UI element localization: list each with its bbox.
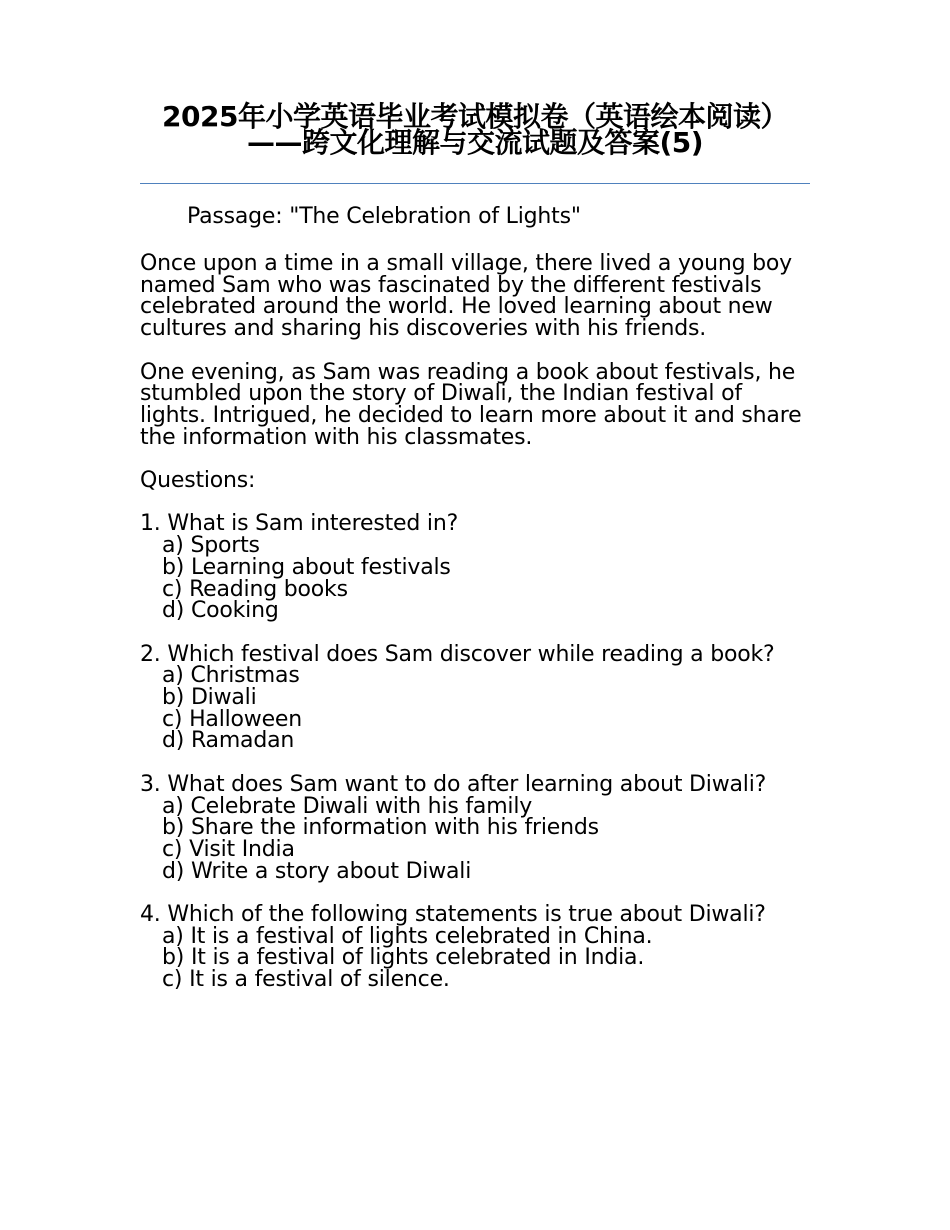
question-2	[140, 641, 810, 754]
title-block	[140, 100, 810, 159]
answer-option: c) Reading books	[162, 576, 348, 602]
question-4	[140, 904, 810, 991]
answer-options	[140, 665, 810, 752]
document-title: 2025年小学英语毕业考试模拟卷（英语绘本阅读）——跨文化理解与交流试题及答案(5)	[162, 100, 788, 159]
question-text: 2. Which festival does Sam discover while reading a book?	[140, 641, 775, 667]
questions-heading: Questions:	[140, 468, 256, 493]
question-text: 4. Which of the following statements is true about Diwali?	[140, 902, 766, 927]
answer-option: a) Christmas	[162, 663, 300, 689]
answer-option: b) It is a festival of lights celebrated in India.	[162, 945, 645, 971]
question-3	[140, 771, 810, 884]
document-body	[140, 203, 810, 1013]
question-1	[140, 513, 810, 622]
question-text: 1. What is Sam interested in?	[140, 511, 459, 537]
answer-option: d) Ramadan	[162, 728, 295, 754]
answer-option: d) Cooking	[162, 598, 279, 624]
title-underline-rule	[140, 183, 810, 184]
passage-title: Passage: "The Celebration of Lights"	[187, 204, 581, 229]
answer-option: b) Diwali	[162, 685, 257, 710]
answer-option: c) Halloween	[162, 706, 302, 732]
passage-paragraph: Once upon a time in a small village, there lived a young boy named Sam who was fascinated by the different festivals celebrated around the world. He loved learning about new cultures and sharing his discoveries with his friends.	[140, 251, 792, 342]
answer-option: a) Celebrate Diwali with his family	[162, 793, 533, 819]
passage-paragraph: One evening, as Sam was reading a book about festivals, he stumbled upon the story of Diwali, the Indian festival of lights. Intrigued, he decided to learn more about it and share the information with his classmates.	[140, 359, 802, 450]
answer-options	[140, 793, 810, 884]
answer-option: b) Share the information with his friends	[162, 815, 599, 841]
answer-option: c) It is a festival of silence.	[162, 967, 450, 993]
answer-option: a) Sports	[162, 533, 260, 559]
answer-option: b) Learning about festivals	[162, 554, 451, 580]
answer-option: a) It is a festival of lights celebrated in China.	[162, 923, 653, 949]
answer-option: c) Visit India	[162, 836, 295, 862]
answer-options	[140, 535, 810, 622]
question-text: 3. What does Sam want to do after learning about Diwali?	[140, 771, 767, 797]
answer-option: d) Write a story about Diwali	[162, 858, 472, 884]
answer-options	[140, 923, 810, 993]
